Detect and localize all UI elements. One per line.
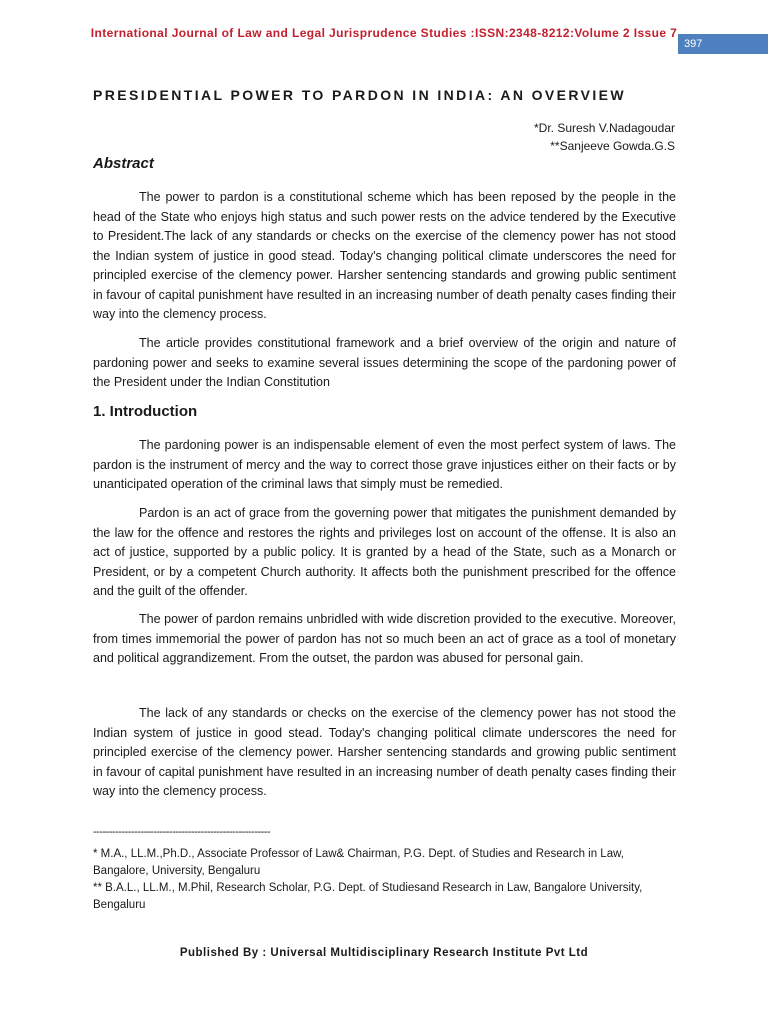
paper-title: PRESIDENTIAL POWER TO PARDON IN INDIA: AN OVERVIEW bbox=[93, 87, 627, 103]
footnote-2: ** B.A.L., LL.M., M.Phil, Research Scholar, P.G. Dept. of Studiesand Research in Law, Bangalore University, Bengaluru bbox=[93, 882, 643, 911]
footnotes bbox=[93, 846, 676, 914]
abstract-heading: Abstract bbox=[93, 155, 154, 172]
intro-paragraph-2: Pardon is an act of grace from the governing power that mitigates the punishment demanded by the law for the offence and restores the rights and privileges lost on account of the offense. It is also an act of justice, supported by a public policy. It is granted by a head of the State, such as a Monarch or President, or by a competent Church authority. It affects both the punishment prescribed for the offence and the guilt of the offender. bbox=[93, 506, 676, 598]
abstract-paragraph-1: The power to pardon is a constitutional scheme which has been reposed by the people in the head of the State who enjoys high status and such power rests on the advice tendered by the Executive to President.The lack of any standards or checks on the exercise of the clemency power has not stood the Indian system of justice in good stead. Today's changing political climate underscores the need for principled exercise of the clemency power. Harsher sentencing standards and growing public sentiment in favour of capital punishment have resulted in an increasing number of death penalty cases finding their way into the clemency process. bbox=[93, 190, 676, 321]
author-list bbox=[534, 119, 675, 155]
journal-header: International Journal of Law and Legal Jurisprudence Studies :ISSN:2348-8212:Volume 2 Issue 7 bbox=[90, 26, 678, 40]
abstract-paragraph-2: The article provides constitutional framework and a brief overview of the origin and nature of pardoning power and seeks to examine several issues determining the scope of the pardoning power of the President under the Indian Constitution bbox=[93, 336, 676, 389]
footnote-separator: -------------------------------------------------------- bbox=[93, 826, 271, 838]
page-number-badge: 397 bbox=[678, 34, 768, 54]
intro-paragraph-3: The power of pardon remains unbridled with wide discretion provided to the executive. Moreover, from times immemorial the power of pardon has not so much been an act of grace as a tool of monetary and political aggrandizement. From the outset, the pardon was abused for personal gain. bbox=[93, 612, 676, 665]
introduction-heading: 1. Introduction bbox=[93, 403, 198, 420]
publisher-footer: Published By : Universal Multidisciplinary Research Institute Pvt Ltd bbox=[179, 947, 589, 959]
author-2: **Sanjeeve Gowda.G.S bbox=[550, 139, 675, 153]
author-1: *Dr. Suresh V.Nadagoudar bbox=[534, 121, 675, 135]
intro-paragraph-4: The lack of any standards or checks on the exercise of the clemency power has not stood the Indian system of justice in good stead. Today's changing political climate underscores the need for principled exercise of the clemency power. Harsher sentencing standards and growing public sentiment in favour of capital punishment have resulted in an increasing number of death penalty cases finding their way into the clemency process. bbox=[93, 706, 676, 798]
intro-paragraph-1: The pardoning power is an indispensable element of even the most perfect system of laws. The pardon is the instrument of mercy and the way to correct those grave injustices either on their facts or by unanticipated operation of the criminal laws that simply must be remedied. bbox=[93, 438, 676, 491]
footnote-1: * M.A., LL.M.,Ph.D., Associate Professor of Law& Chairman, P.G. Dept. of Studies and Research in Law, Bangalore, University, Bengaluru bbox=[93, 848, 624, 877]
